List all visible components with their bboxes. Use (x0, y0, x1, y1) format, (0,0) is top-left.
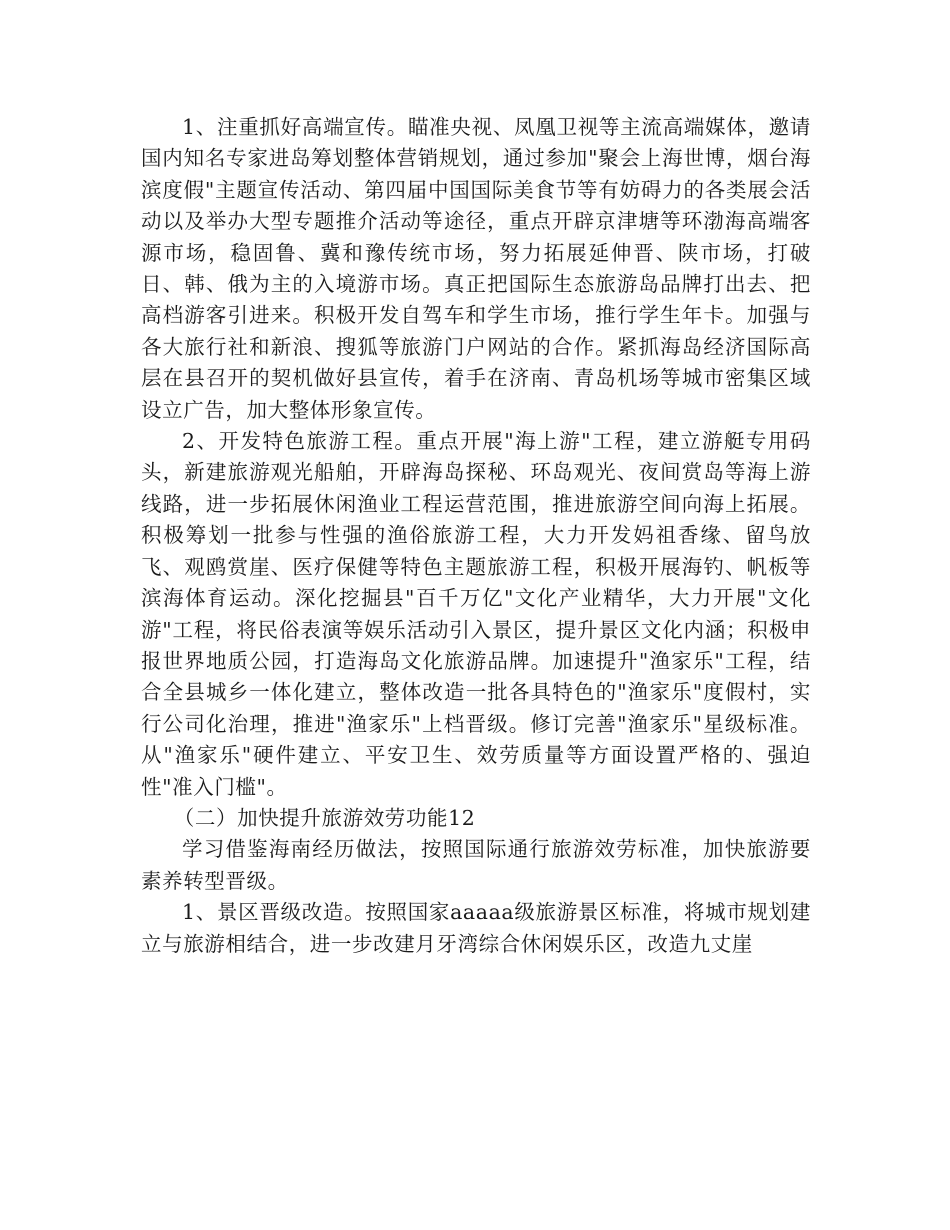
paragraph-scenic-upgrade: 1、景区晋级改造。按照国家aaaaa级旅游景区标准，将城市规划建立与旅游相结合，进一步改建月牙湾综合休闲娱乐区，改造九丈崖 (141, 900, 811, 956)
paragraph-high-end-promotion: 1、注重抓好高端宣传。瞄准央视、凤凰卫视等主流高端媒体，邀请国内知名专家进岛筹划整体营销规划，通过参加"聚会上海世博，烟台海滨度假"主题宣传活动、第四届中国国际美食节等有妨碍力的各类展会活动以及举办大型专题推介活动等途径，重点开辟京津塘等环渤海高端客源市场，稳固鲁、冀和豫传统市场，努力拓展延伸晋、陕市场，打破日、韩、俄为主的入境游市场。真正把国际生态旅游岛品牌打出去、把高档游客引进来。积极开发自驾车和学生市场，推行学生年卡。加强与各大旅行社和新浪、搜狐等旅游门户网站的合作。紧抓海岛经济国际高层在县召开的契机做好县宣传，着手在济南、青岛机场等城市密集区域设立广告，加大整体形象宣传。 (141, 115, 811, 422)
paragraph-hainan-experience: 学习借鉴海南经历做法，按照国际通行旅游效劳标准，加快旅游要素养转型晋级。 (141, 837, 811, 893)
section-heading-service-functions: （二）加快提升旅游效劳功能12 (173, 805, 476, 830)
document-body (141, 112, 811, 960)
paragraph-special-tourism-projects: 2、开发特色旅游工程。重点开展"海上游"工程，建立游艇专用码头，新建旅游观光船舶，开辟海岛探秘、环岛观光、夜间赏岛等海上游线路，进一步拓展休闲渔业工程运营范围，推进旅游空间向海上拓展。积极筹划一批参与性强的渔俗旅游工程，大力开发妈祖香缘、留鸟放飞、观鸥赏崖、医疗保健等特色主题旅游工程，积极开展海钓、帆板等滨海体育运动。深化挖掘县"百千万亿"文化产业精华，大力开展"文化游"工程，将民俗表演等娱乐活动引入景区，提升景区文化内涵；积极申报世界地质公园，打造海岛文化旅游品牌。加速提升"渔家乐"工程，结合全县城乡一体化建立，整体改造一批各具特色的"渔家乐"度假村，实行公司化治理，推进"渔家乐"上档晋级。修订完善"渔家乐"星级标准。从"渔家乐"硬件建立、平安卫生、效劳质量等方面设置严格的、强迫性"准入门槛"。 (141, 429, 811, 799)
